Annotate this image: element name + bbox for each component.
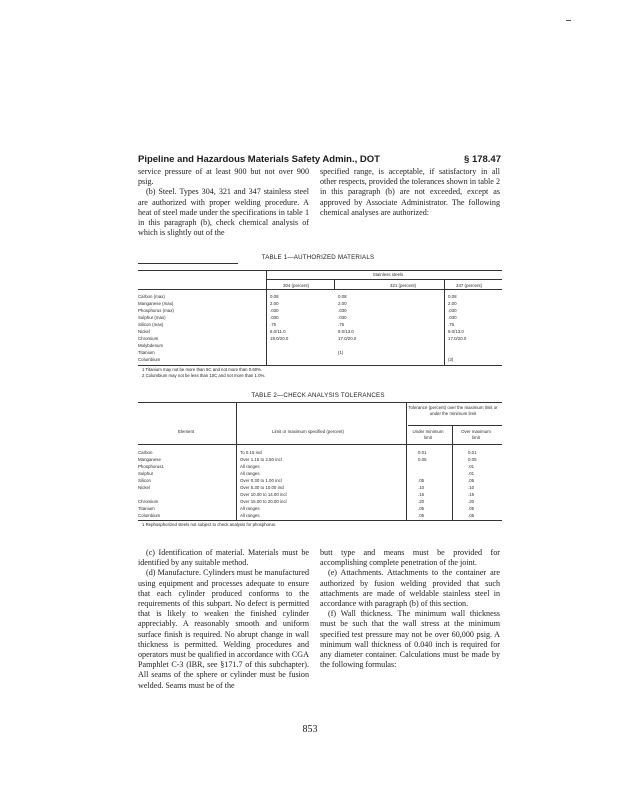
cell: All ranges [240, 506, 260, 511]
cell: .75 [448, 322, 455, 327]
cell: Over 15.00 to 20.00 incl [240, 499, 287, 504]
row-label: Titanium [138, 506, 155, 511]
paragraph: butt type and means must be provided for accomplishing complete penetration of the joint. [320, 548, 500, 568]
cell: .05 [468, 506, 475, 511]
paragraph: (e) Attachments. Attachments to the container are authorized by fusion welding provided that such attachments are made of weldable stainless steel in accordance with paragraph (b) of this section. [320, 568, 500, 609]
cell: 2.00 [270, 301, 279, 306]
cell: (1) [338, 350, 344, 355]
cell: Over 0.30 to 1.00 incl [240, 478, 282, 483]
table-title: TABLE 1—AUTHORIZED MATERIALS [261, 254, 375, 261]
row-label: Manganese (max) [138, 301, 174, 306]
row-label: Molybdenum [138, 343, 164, 348]
row-label: Manganese [138, 457, 161, 462]
paragraph: (f) Wall thickness. The minimum wall thickness must be such that the wall stress at the minimum specified test pressure may not be over 60,000 psig. A minimum wall thickness of 0.040 inch is required for any diameter container. Calculations must be made by the following formulas: [320, 609, 500, 670]
paragraph: (b) Steel. Types 304, 321 and 347 stainless steel are authorized with proper welding procedure. A heat of steel made under the specifications in table 1 in this paragraph (b), check chemical analysis of which is slightly out of the [138, 187, 309, 238]
bottom-right-column [320, 548, 500, 670]
cell: .01 [468, 464, 475, 469]
cell: (2) [448, 357, 454, 362]
row-label: Carbon (max) [138, 294, 165, 299]
cell: .15 [418, 492, 425, 497]
cell: 9.0/13.0 [448, 329, 464, 334]
cell: 18.0/20.0 [270, 336, 289, 341]
cell: 2.00 [338, 301, 347, 306]
cell: 0.01 [468, 450, 477, 455]
cell: .05 [418, 513, 425, 518]
cell: All ranges [240, 471, 260, 476]
cell: 0.01 [418, 450, 427, 455]
row-label: Silicon (max) [138, 322, 164, 327]
column-header: Over maximum limit [461, 429, 491, 440]
row-label: Titanium [138, 350, 155, 355]
cell: .030 [270, 315, 279, 320]
paragraph: (c) Identification of material. Materials must be identified by any suitable method. [138, 548, 309, 568]
table-1 [138, 254, 502, 378]
top-left-column [138, 167, 309, 238]
cell: .030 [448, 315, 457, 320]
cell: .030 [270, 308, 279, 313]
row-label: Sulphur (max) [138, 315, 166, 320]
cell: Over 10.00 to 14.00 incl [240, 492, 287, 497]
footnote: 2 Columbium may not be less than 10C and not more than 1.0%. [142, 373, 266, 378]
cell: .75 [270, 322, 277, 327]
cell: 0.08 [270, 294, 279, 299]
cell: .15 [468, 492, 475, 497]
paragraph: service pressure of at least 900 but not over 900 psig. [138, 167, 309, 187]
cell: 9.0/13.0 [338, 329, 354, 334]
cell: Over 5.30 to 10.00 incl [240, 485, 285, 490]
table-title: TABLE 2—CHECK ANALYSIS TOLERANCES [251, 392, 385, 399]
column-header: Element [178, 429, 195, 434]
cell: .030 [338, 315, 347, 320]
cell: 0.05 [418, 457, 427, 462]
cell: .05 [468, 513, 475, 518]
cell: .05 [418, 478, 425, 483]
paragraph: specified range, is acceptable, if satisfactory in all other respects, provided the tolerances shown in table 2 in this paragraph (b) are not exceeded, except as approved by Associate Administrator. The following chemical analyses are authorized: [320, 167, 500, 217]
cell: .030 [338, 308, 347, 313]
footnote: 1 Rephosphorized steels not subject to check analysis for phosphorus. [142, 522, 277, 527]
column-header: 347 (percent) [456, 283, 483, 288]
row-label: Columbium [138, 513, 161, 518]
cell: 8.0/11.0 [270, 329, 286, 334]
column-header: 304 (percent) [283, 283, 310, 288]
cell: 0.05 [468, 457, 477, 462]
group-header: Stainless steels [372, 272, 404, 277]
row-label: Phosphorus (max) [138, 308, 174, 313]
column-header: 321 (percent) [390, 283, 417, 288]
footnote: 1 Titanium may not be more than 5C and not more than 0.60%. [142, 367, 263, 372]
column-header: Tolerance (percent) over the maximum limit or under the minimum limit [408, 405, 498, 416]
row-label: Chromium [138, 336, 159, 341]
row-label: Chromium [138, 499, 159, 504]
cell: .20 [418, 499, 425, 504]
section-number: § 178.47 [464, 154, 501, 165]
cell: All ranges [240, 513, 260, 518]
cell: .10 [468, 485, 475, 490]
row-label: Columbium [138, 357, 161, 362]
column-header: Under minimum limit [412, 429, 444, 440]
top-right-column [320, 167, 500, 218]
cell: Over 1.15 to 2.50 incl [240, 457, 282, 462]
cell: .20 [468, 499, 475, 504]
running-title: Pipeline and Hazardous Materials Safety Admin., DOT [138, 154, 380, 165]
row-label: Nickel [138, 329, 150, 334]
row-label: Silicon [138, 478, 151, 483]
cell: .10 [418, 485, 425, 490]
page-number: 853 [302, 724, 318, 735]
bottom-left-column [138, 548, 309, 691]
paragraph: (d) Manufacture. Cylinders must be manufactured using equipment and processes adequate to ensure that each cylinder produced conforms to the requirements of this subpart. No defect is permitted that is likely to weaken the finished cylinder appreciably. A reasonably smooth and uniform surface finish is required. No abrupt change in wall thickness is permitted. Welding procedures and operators must be qualified in accordance with CGA Pamphlet C-3 (IBR, see §171.7 of this subchapter). All seams of the sphere or cylinder must be fusion welded. Seams must be of the [138, 568, 309, 690]
cell: .030 [448, 308, 457, 313]
row-label: Phosphorus1 [138, 464, 164, 469]
cell: .01 [468, 471, 475, 476]
row-label: Sulphur [138, 471, 154, 476]
cell: 2.00 [448, 301, 457, 306]
cell: 0.08 [448, 294, 457, 299]
cell: 0.08 [338, 294, 347, 299]
table-2 [138, 392, 502, 527]
row-label: Carbon [138, 450, 153, 455]
corner-mark [566, 20, 571, 21]
cell: All ranges [240, 464, 260, 469]
cell: .05 [468, 478, 475, 483]
cell: 17.0/20.0 [448, 336, 467, 341]
column-header: Limit or maximum specified (percent) [272, 429, 344, 434]
cell: To 0.15 incl [240, 450, 263, 455]
cell: .75 [338, 322, 345, 327]
row-label: Nickel [138, 485, 150, 490]
cell: .05 [418, 506, 425, 511]
cell: 17.0/20.0 [338, 336, 357, 341]
